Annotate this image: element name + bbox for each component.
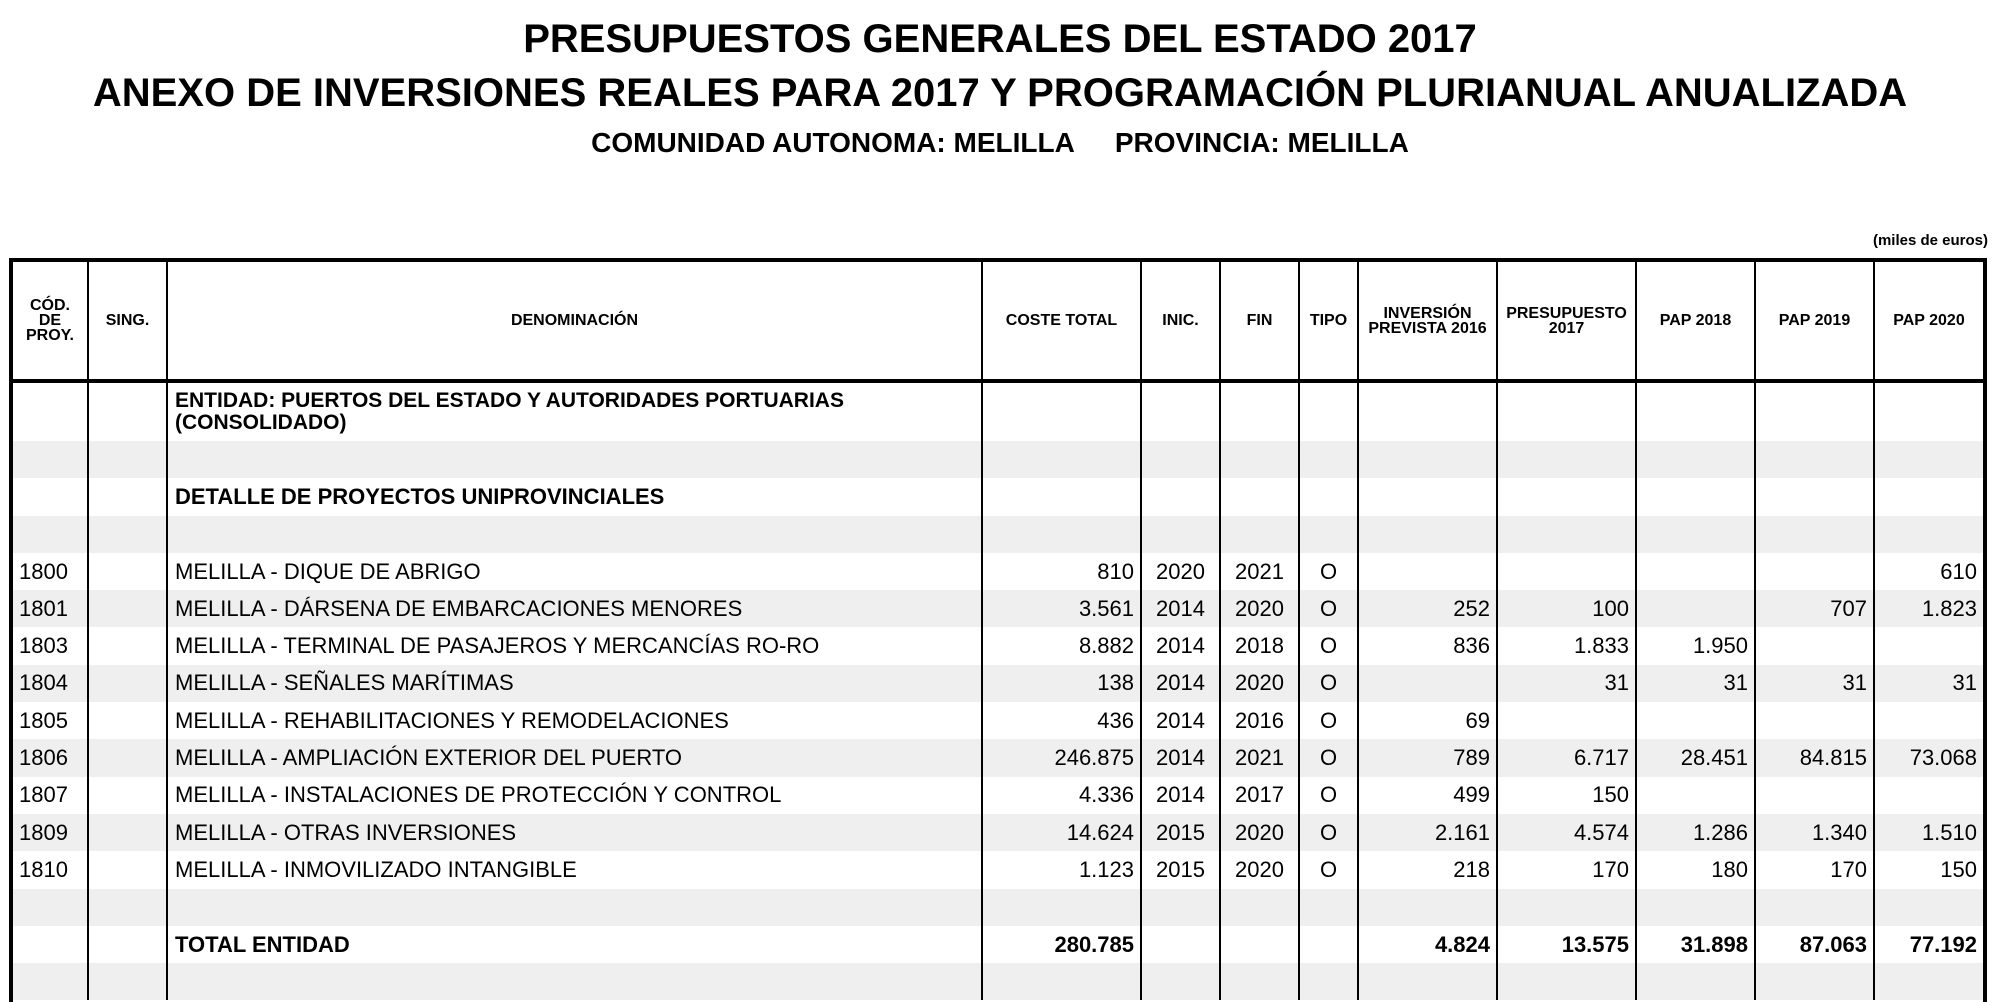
cell-inic: 2014 — [1141, 627, 1220, 664]
table-row — [13, 702, 1983, 739]
empty-cell — [88, 516, 167, 553]
total-coste: 280.785 — [982, 926, 1141, 963]
spacer-row — [13, 516, 1983, 553]
empty-cell — [88, 441, 167, 478]
cell-pap2020: 1.823 — [1874, 590, 1983, 627]
empty-cell — [1874, 441, 1983, 478]
cell-tipo: O — [1299, 851, 1358, 888]
cell-pap2018 — [1636, 590, 1755, 627]
total-label: TOTAL ENTIDAD — [167, 926, 982, 963]
empty-cell — [1299, 478, 1358, 515]
empty-cell — [982, 516, 1141, 553]
cell-fin: 2021 — [1220, 553, 1299, 590]
investment-table — [13, 262, 1983, 1000]
empty-cell — [1755, 478, 1874, 515]
total-pap2020: 77.192 — [1874, 926, 1983, 963]
cell-pap2018: 31 — [1636, 665, 1755, 702]
cell-cod: 1804 — [13, 665, 88, 702]
empty-cell — [1636, 963, 1755, 1000]
cell-cod: 1801 — [13, 590, 88, 627]
col-header-pap2020: PAP 2020 — [1874, 262, 1983, 381]
cell-inic: 2020 — [1141, 553, 1220, 590]
empty-cell — [1220, 478, 1299, 515]
cell-prevista: 499 — [1358, 777, 1497, 814]
empty-cell — [88, 478, 167, 515]
cell-sing — [88, 702, 167, 739]
cell-coste: 1.123 — [982, 851, 1141, 888]
cell-pap2020: 1.510 — [1874, 814, 1983, 851]
empty-cell — [1755, 963, 1874, 1000]
table-row — [13, 814, 1983, 851]
cell-denominacion: MELILLA - OTRAS INVERSIONES — [167, 814, 982, 851]
cell-pap2018: 28.451 — [1636, 739, 1755, 776]
col-header-presupuesto: PRESUPUESTO 2017 — [1497, 262, 1636, 381]
empty-cell — [88, 889, 167, 926]
cell-denominacion: MELILLA - AMPLIACIÓN EXTERIOR DEL PUERTO — [167, 739, 982, 776]
cell-cod: 1810 — [19, 856, 68, 882]
empty-cell — [1874, 889, 1983, 926]
cell-tipo: O — [1299, 553, 1358, 590]
empty-cell — [1755, 889, 1874, 926]
cell-tipo: O — [1299, 702, 1358, 739]
empty-cell — [13, 441, 88, 478]
total-prevista: 4.824 — [1358, 926, 1497, 963]
cell-coste: 246.875 — [982, 739, 1141, 776]
cell-sing — [88, 590, 167, 627]
cell-tipo: O — [1299, 739, 1358, 776]
empty-cell — [1358, 963, 1497, 1000]
empty-cell — [1755, 441, 1874, 478]
col-header-tipo: TIPO — [1299, 262, 1358, 381]
cell-inic: 2014 — [1141, 665, 1220, 702]
empty-cell — [13, 478, 88, 515]
col-header-coste-total: COSTE TOTAL — [982, 262, 1141, 381]
cell-sing — [88, 739, 167, 776]
comunidad-label: COMUNIDAD AUTONOMA: MELILLA — [591, 127, 1075, 158]
empty-cell — [13, 889, 88, 926]
empty-cell — [1299, 926, 1358, 963]
table-row — [13, 627, 1983, 664]
empty-cell — [1874, 963, 1983, 1000]
empty-cell — [167, 963, 982, 1000]
cell-prevista: 69 — [1358, 702, 1497, 739]
empty-cell — [1358, 441, 1497, 478]
empty-cell — [13, 516, 88, 553]
document-subtitle: ANEXO DE INVERSIONES REALES PARA 2017 Y PROGRAMACIÓN PLURIANUAL ANUALIZADA — [92, 71, 1908, 115]
cell-fin: 2021 — [1220, 739, 1299, 776]
table-row — [13, 739, 1983, 776]
table-header-row — [13, 262, 1983, 381]
col-header-inversion-prevista: INVERSIÓN PREVISTA 2016 — [1358, 262, 1497, 381]
cell-fin: 2017 — [1220, 777, 1299, 814]
total-pap2019: 87.063 — [1755, 926, 1874, 963]
empty-cell — [982, 478, 1141, 515]
cell-pap2019 — [1755, 553, 1874, 590]
cell-prevista: 789 — [1358, 739, 1497, 776]
cell-pap2020 — [1874, 777, 1983, 814]
empty-cell — [1497, 478, 1636, 515]
empty-cell — [1220, 926, 1299, 963]
section-title: DETALLE DE PROYECTOS UNIPROVINCIALES — [167, 478, 982, 515]
cell-fin: 2020 — [1220, 851, 1299, 888]
cell-pap2018: 1.950 — [1636, 627, 1755, 664]
cell-pap2018: 180 — [1636, 851, 1755, 888]
cell-prevista: 218 — [1358, 851, 1497, 888]
col-header-inic: INIC. — [1141, 262, 1220, 381]
cell-inic: 2015 — [1141, 814, 1220, 851]
empty-cell — [1636, 441, 1755, 478]
empty-cell — [982, 441, 1141, 478]
cell-presupuesto — [1497, 702, 1636, 739]
investment-table-container — [9, 258, 1987, 1002]
cell-presupuesto: 31 — [1497, 665, 1636, 702]
cell-sing — [88, 553, 167, 590]
table-row — [13, 665, 1983, 702]
empty-cell — [1636, 478, 1755, 515]
cell-sing — [88, 851, 167, 888]
table-row — [13, 851, 1983, 888]
col-header-denominacion: DENOMINACIÓN — [167, 262, 982, 381]
cell-cod: 1806 — [13, 739, 88, 776]
cell-presupuesto: 1.833 — [1497, 627, 1636, 664]
empty-cell — [1497, 889, 1636, 926]
units-note: (miles de euros) — [1872, 232, 1988, 249]
table-row — [13, 590, 1983, 627]
cell-sing — [88, 814, 167, 851]
cell-pap2020 — [1874, 702, 1983, 739]
cell-denominacion: MELILLA - SEÑALES MARÍTIMAS — [167, 665, 982, 702]
cell-pap2019 — [1755, 702, 1874, 739]
empty-cell — [1358, 889, 1497, 926]
empty-cell — [1874, 516, 1983, 553]
cell-pap2020: 31 — [1874, 665, 1983, 702]
spacer-row — [13, 963, 1983, 1000]
cell-coste: 138 — [982, 665, 1141, 702]
cell-prevista — [1358, 665, 1497, 702]
spacer-row — [13, 441, 1983, 478]
cell-inic: 2014 — [1141, 702, 1220, 739]
section-row — [13, 478, 1983, 515]
cell-inic: 2015 — [1141, 851, 1220, 888]
cell-pap2019: 1.340 — [1755, 814, 1874, 851]
cell-pap2019: 84.815 — [1755, 739, 1874, 776]
cell-tipo: O — [1299, 627, 1358, 664]
cell-coste: 3.561 — [982, 590, 1141, 627]
empty-cell — [88, 926, 167, 963]
cell-pap2018: 1.286 — [1636, 814, 1755, 851]
cell-coste: 810 — [982, 553, 1141, 590]
cell-fin: 2020 — [1220, 665, 1299, 702]
empty-cell — [1358, 516, 1497, 553]
cell-denominacion: MELILLA - DÁRSENA DE EMBARCACIONES MENORES — [167, 590, 982, 627]
empty-cell — [1497, 441, 1636, 478]
cell-prevista: 836 — [1358, 627, 1497, 664]
cell-pap2019: 170 — [1755, 851, 1874, 888]
empty-cell — [1636, 516, 1755, 553]
cell-fin: 2016 — [1220, 702, 1299, 739]
empty-cell — [1220, 889, 1299, 926]
cell-pap2019: 31 — [1755, 665, 1874, 702]
entity-name: ENTIDAD: PUERTOS DEL ESTADO Y AUTORIDADES PORTUARIAS (CONSOLIDADO) — [167, 381, 982, 441]
empty-cell — [1497, 963, 1636, 1000]
cell-sing — [88, 777, 167, 814]
region-line — [0, 120, 2000, 166]
total-row — [13, 926, 1983, 963]
cell-presupuesto: 150 — [1497, 777, 1636, 814]
empty-cell — [1299, 889, 1358, 926]
empty-cell — [167, 441, 982, 478]
cell-presupuesto: 4.574 — [1497, 814, 1636, 851]
empty-cell — [1220, 963, 1299, 1000]
cell-cod: 1807 — [19, 782, 68, 808]
table-row — [13, 777, 1983, 814]
col-header-pap2018: PAP 2018 — [1636, 262, 1755, 381]
cell-prevista: 252 — [1358, 590, 1497, 627]
cell-coste: 436 — [982, 702, 1141, 739]
document-title: PRESUPUESTOS GENERALES DEL ESTADO 2017 — [523, 17, 1477, 61]
empty-cell — [1141, 926, 1220, 963]
cell-cod: 1809 — [13, 814, 88, 851]
cell-presupuesto — [1497, 553, 1636, 590]
empty-cell — [1220, 441, 1299, 478]
cell-pap2019 — [1755, 627, 1874, 664]
empty-cell — [1874, 478, 1983, 515]
cell-pap2018 — [1636, 553, 1755, 590]
empty-cell — [13, 963, 88, 1000]
cell-cod: 1800 — [19, 558, 68, 584]
cell-inic: 2014 — [1141, 777, 1220, 814]
cell-pap2019: 707 — [1755, 590, 1874, 627]
cell-pap2018 — [1636, 702, 1755, 739]
cell-pap2020 — [1874, 627, 1983, 664]
cell-pap2020: 73.068 — [1874, 739, 1983, 776]
cell-tipo: O — [1299, 814, 1358, 851]
cell-tipo: O — [1299, 777, 1358, 814]
cell-denominacion: MELILLA - INMOVILIZADO INTANGIBLE — [167, 851, 982, 888]
cell-fin: 2020 — [1220, 590, 1299, 627]
empty-cell — [1299, 516, 1358, 553]
cell-coste: 8.882 — [982, 627, 1141, 664]
empty-cell — [88, 963, 167, 1000]
cell-prevista — [1358, 553, 1497, 590]
empty-cell — [13, 926, 88, 963]
entity-row — [13, 381, 1983, 441]
col-header-pap2019: PAP 2019 — [1755, 262, 1874, 381]
empty-cell — [1141, 478, 1220, 515]
empty-cell — [1358, 478, 1497, 515]
cell-fin: 2020 — [1220, 814, 1299, 851]
total-presupuesto: 13.575 — [1497, 926, 1636, 963]
cell-tipo: O — [1299, 665, 1358, 702]
cell-denominacion: MELILLA - DIQUE DE ABRIGO — [167, 553, 982, 590]
empty-cell — [1220, 516, 1299, 553]
cell-inic: 2014 — [1141, 739, 1220, 776]
cell-denominacion: MELILLA - REHABILITACIONES Y REMODELACIONES — [167, 702, 982, 739]
cell-cod: 1805 — [19, 707, 68, 733]
empty-cell — [1141, 889, 1220, 926]
empty-cell — [1636, 889, 1755, 926]
provincia-label: PROVINCIA: MELILLA — [1114, 127, 1409, 158]
spacer-row — [13, 889, 1983, 926]
empty-cell — [1141, 441, 1220, 478]
cell-presupuesto: 100 — [1497, 590, 1636, 627]
document-header — [0, 12, 2000, 166]
empty-cell — [1755, 516, 1874, 553]
empty-cell — [167, 889, 982, 926]
cell-presupuesto: 6.717 — [1497, 739, 1636, 776]
cell-sing — [88, 665, 167, 702]
cell-denominacion: MELILLA - TERMINAL DE PASAJEROS Y MERCANCÍAS RO-RO — [167, 627, 982, 664]
cell-pap2020: 150 — [1874, 851, 1983, 888]
cell-pap2019 — [1755, 777, 1874, 814]
empty-cell — [1299, 441, 1358, 478]
col-header-sing: SING. — [88, 262, 167, 381]
empty-cell — [167, 516, 982, 553]
cell-coste: 4.336 — [982, 777, 1141, 814]
cell-sing — [88, 627, 167, 664]
cell-pap2018 — [1636, 777, 1755, 814]
col-header-cod: CÓD. DE PROY. — [13, 262, 88, 381]
cell-pap2020: 610 — [1874, 553, 1983, 590]
cell-presupuesto: 170 — [1497, 851, 1636, 888]
empty-cell — [1299, 963, 1358, 1000]
cell-fin: 2018 — [1220, 627, 1299, 664]
total-pap2018: 31.898 — [1636, 926, 1755, 963]
empty-cell — [982, 963, 1141, 1000]
cell-coste: 14.624 — [982, 814, 1141, 851]
col-header-fin: FIN — [1220, 262, 1299, 381]
cell-cod: 1803 — [19, 633, 68, 659]
empty-cell — [982, 889, 1141, 926]
empty-cell — [1141, 516, 1220, 553]
empty-cell — [1141, 963, 1220, 1000]
table-row — [13, 553, 1983, 590]
cell-inic: 2014 — [1141, 590, 1220, 627]
empty-cell — [1497, 516, 1636, 553]
cell-denominacion: MELILLA - INSTALACIONES DE PROTECCIÓN Y CONTROL — [167, 777, 982, 814]
cell-prevista: 2.161 — [1358, 814, 1497, 851]
cell-tipo: O — [1299, 590, 1358, 627]
